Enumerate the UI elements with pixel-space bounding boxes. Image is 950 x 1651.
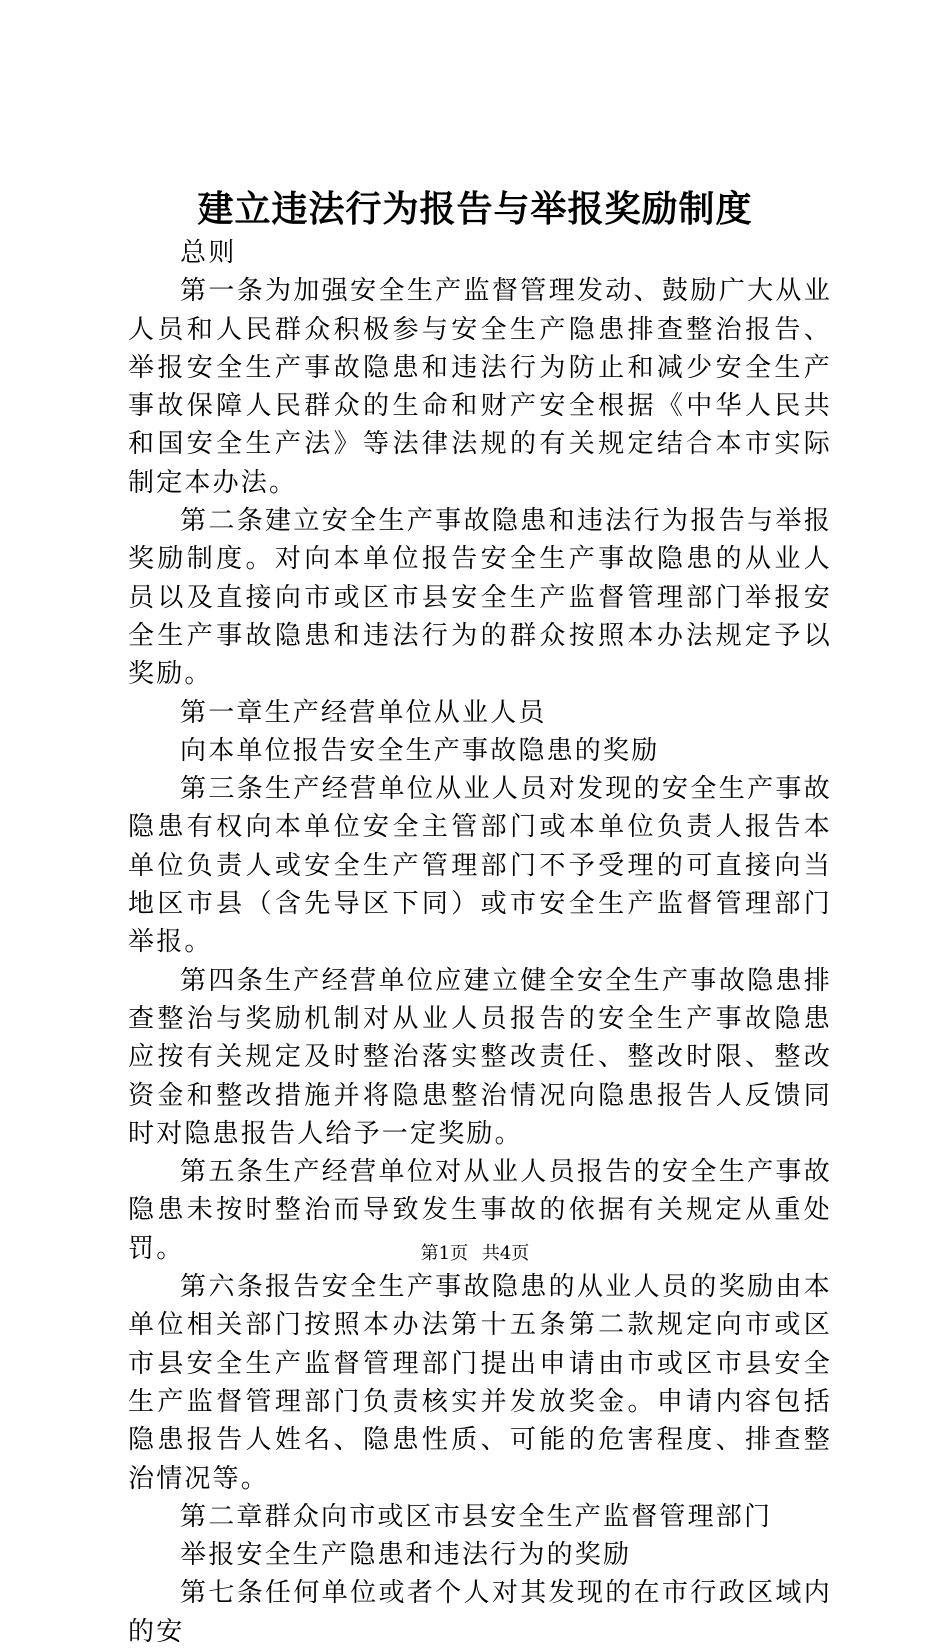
article-1: 第一条为加强安全生产监督管理发动、鼓励广大从业人员和人民群众积极参与安全生产隐患排查整治报告、举报安全生产事故隐患和违法行为防止和减少安全生产事故保障人民群众的生命和财产安全根据《中华人民共和国安全生产法》等法律法规的有关规定结合本市实际制定本办法。 [128, 276, 832, 498]
section-heading-general: 总则 [180, 238, 237, 268]
page-total: 共4页 [481, 1243, 530, 1264]
page-number: 第1页 [420, 1243, 469, 1264]
document-title: 建立违法行为报告与举报奖励制度 [197, 188, 753, 230]
article-3: 第三条生产经营单位从业人员对发现的安全生产事故隐患有权向本单位安全主管部门或本单位负责人报告本单位负责人或安全生产管理部门不予受理的可直接向当地区市县（含先导区下同）或市安全生产监督管理部门举报。 [128, 774, 832, 958]
article-6: 第六条报告安全生产事故隐患的从业人员的奖励由本单位相关部门按照本办法第十五条第二款规定向市或区市县安全生产监督管理部门提出申请由市或区市县安全生产监督管理部门负责核实并发放奖金。申请内容包括隐患报告人姓名、隐患性质、可能的危害程度、排查整治情况等。 [128, 1272, 832, 1494]
chapter-1-subheading: 向本单位报告安全生产事故隐患的奖励 [180, 735, 660, 766]
chapter-1-heading: 第一章生产经营单位从业人员 [180, 697, 547, 728]
article-7: 第七条任何单位或者个人对其发现的在市行政区域内的安 [128, 1578, 832, 1647]
chapter-2-subheading: 举报安全生产隐患和违法行为的奖励 [180, 1540, 632, 1571]
article-2: 第二条建立安全生产事故隐患和违法行为报告与举报奖励制度。对向本单位报告安全生产事故隐患的从业人员以及直接向市或区市县安全生产监督管理部门举报安全生产事故隐患和违法行为的群众按照本办法规定予以奖励。 [128, 506, 832, 690]
document-body [128, 234, 832, 1651]
chapter-2-heading: 第二章群众向市或区市县安全生产监督管理部门 [180, 1501, 773, 1532]
article-4: 第四条生产经营单位应建立健全安全生产事故隐患排查整治与奖励机制对从业人员报告的安全生产事故隐患应按有关规定及时整治落实整改责任、整改时限、整改资金和整改措施并将隐患整治情况向隐患报告人反馈同时对隐患报告人给予一定奖励。 [128, 965, 832, 1149]
page-footer [0, 1240, 950, 1268]
article-5: 第五条生产经营单位对从业人员报告的安全生产事故隐患未按时整治而导致发生事故的依据有关规定从重处罚。 [128, 1157, 832, 1264]
